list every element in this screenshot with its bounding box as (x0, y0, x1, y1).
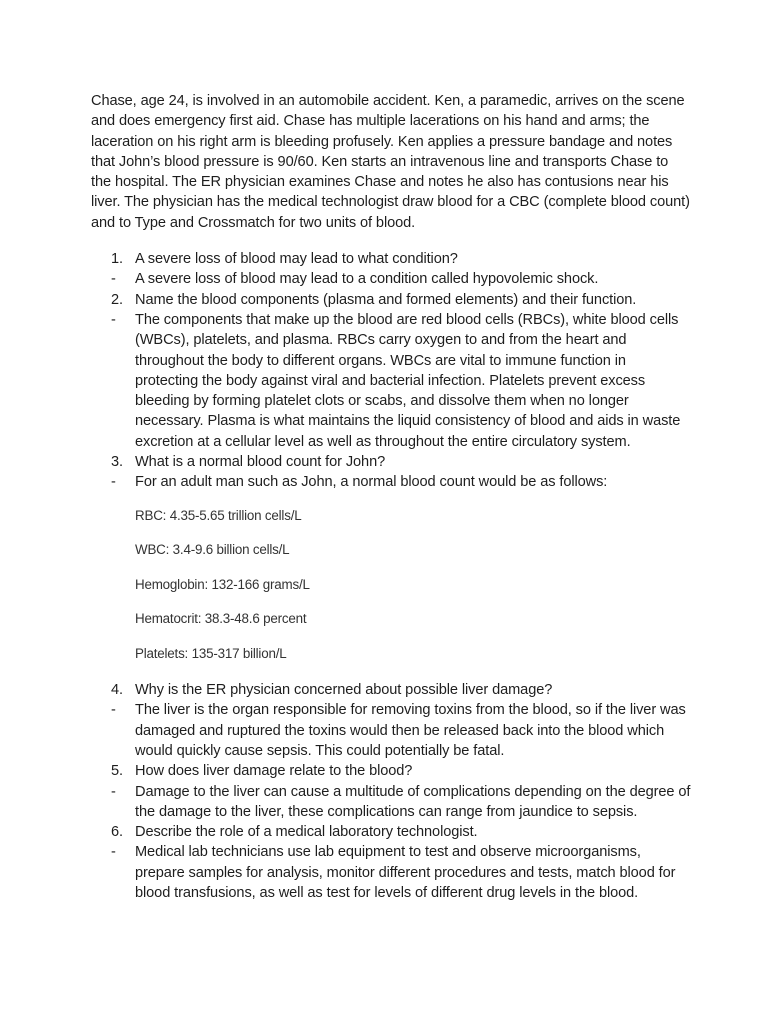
question-row (91, 452, 691, 472)
question-text: A severe loss of blood may lead to what condition? (135, 251, 458, 268)
answer-dash: - (111, 311, 116, 328)
value-hematocrit: Hematocrit: 38.3-48.6 percent (135, 611, 307, 627)
case-intro-paragraph: Chase, age 24, is involved in an automobile accident. Ken, a paramedic, arrives on the scene and does emergency first aid. Chase has multiple lacerations on his hand and arms; the laceration on his right arm is bleeding profusely. Ken applies a pressure bandage and notes that John’s blood pressure is 90/60. Ken starts an intravenous line and transports Chase to the hospital. The ER physician examines Chase and notes he also has contusions near his liver. The physician has the medical technologist draw blood for a CBC (complete blood count) and to Type and Crossmatch for two units of blood. (91, 93, 690, 231)
document-page (91, 91, 691, 903)
question-row (91, 290, 691, 310)
qa-item-3 (91, 452, 691, 662)
qa-item-1 (91, 249, 691, 290)
answer-row (91, 700, 691, 761)
answer-dash: - (111, 783, 116, 800)
question-number: 6. (111, 824, 123, 841)
question-number: 4. (111, 682, 123, 699)
question-text: How does liver damage relate to the blood? (135, 763, 413, 780)
value-platelets: Platelets: 135-317 billion/L (135, 646, 287, 662)
answer-row (91, 269, 691, 289)
value-rbc: RBC: 4.35-5.65 trillion cells/L (135, 507, 302, 523)
question-number: 1. (111, 251, 123, 268)
answer-dash: - (111, 271, 116, 288)
qa-item-4 (91, 680, 691, 761)
qa-item-2 (91, 290, 691, 452)
answer-row (91, 842, 691, 903)
question-answer-list (91, 249, 691, 903)
value-wbc: WBC: 3.4-9.6 billion cells/L (135, 542, 290, 558)
question-number: 5. (111, 763, 123, 780)
answer-dash: - (111, 474, 116, 491)
question-number: 2. (111, 291, 123, 308)
question-row (91, 249, 691, 269)
answer-text: The liver is the organ responsible for removing toxins from the blood, so if the liver was damaged and ruptured the toxins would then be released back into the blood which would quickly cause sepsis. This could potentially be fatal. (135, 702, 686, 759)
question-row (91, 761, 691, 781)
answer-row (91, 310, 691, 452)
question-number: 3. (111, 454, 123, 471)
answer-text: Damage to the liver can cause a multitude of complications depending on the degree of the damage to the liver, these complications can range from jaundice to sepsis. (135, 783, 691, 820)
answer-dash: - (111, 844, 116, 861)
question-text: Why is the ER physician concerned about possible liver damage? (135, 682, 553, 699)
qa-item-5 (91, 761, 691, 822)
question-text: Describe the role of a medical laboratory technologist. (135, 824, 478, 841)
qa-item-6 (91, 822, 691, 903)
answer-row (91, 472, 691, 492)
answer-text: The components that make up the blood are red blood cells (RBCs), white blood cells (WBCs), platelets, and plasma. RBCs carry oxygen to and from the heart and throughout the body to different organs. WBCs are vital to immune function in protecting the body against viral and bacterial infection. Platelets prevent excess bleeding by forming platelet clots or scabs, and dissolve them when no longer necessary. Plasma is what maintains the liquid consistency of blood and aids in waste excretion at a cellular level as well as throughout the entire circulatory system. (135, 311, 681, 450)
question-text: Name the blood components (plasma and formed elements) and their function. (135, 291, 637, 308)
question-row (91, 822, 691, 842)
question-text: What is a normal blood count for John? (135, 454, 386, 471)
answer-text: Medical lab technicians use lab equipment to test and observe microorganisms, prepare samples for analysis, monitor different procedures and tests, match blood for blood transfusions, as well as test for levels of different drug levels in the blood. (135, 844, 676, 901)
question-row (91, 680, 691, 700)
answer-dash: - (111, 702, 116, 719)
answer-text: A severe loss of blood may lead to a condition called hypovolemic shock. (135, 271, 599, 288)
blood-count-values (135, 507, 691, 662)
answer-row (91, 782, 691, 823)
answer-text: For an adult man such as John, a normal blood count would be as follows: (135, 474, 608, 491)
value-hemoglobin: Hemoglobin: 132-166 grams/L (135, 576, 310, 592)
